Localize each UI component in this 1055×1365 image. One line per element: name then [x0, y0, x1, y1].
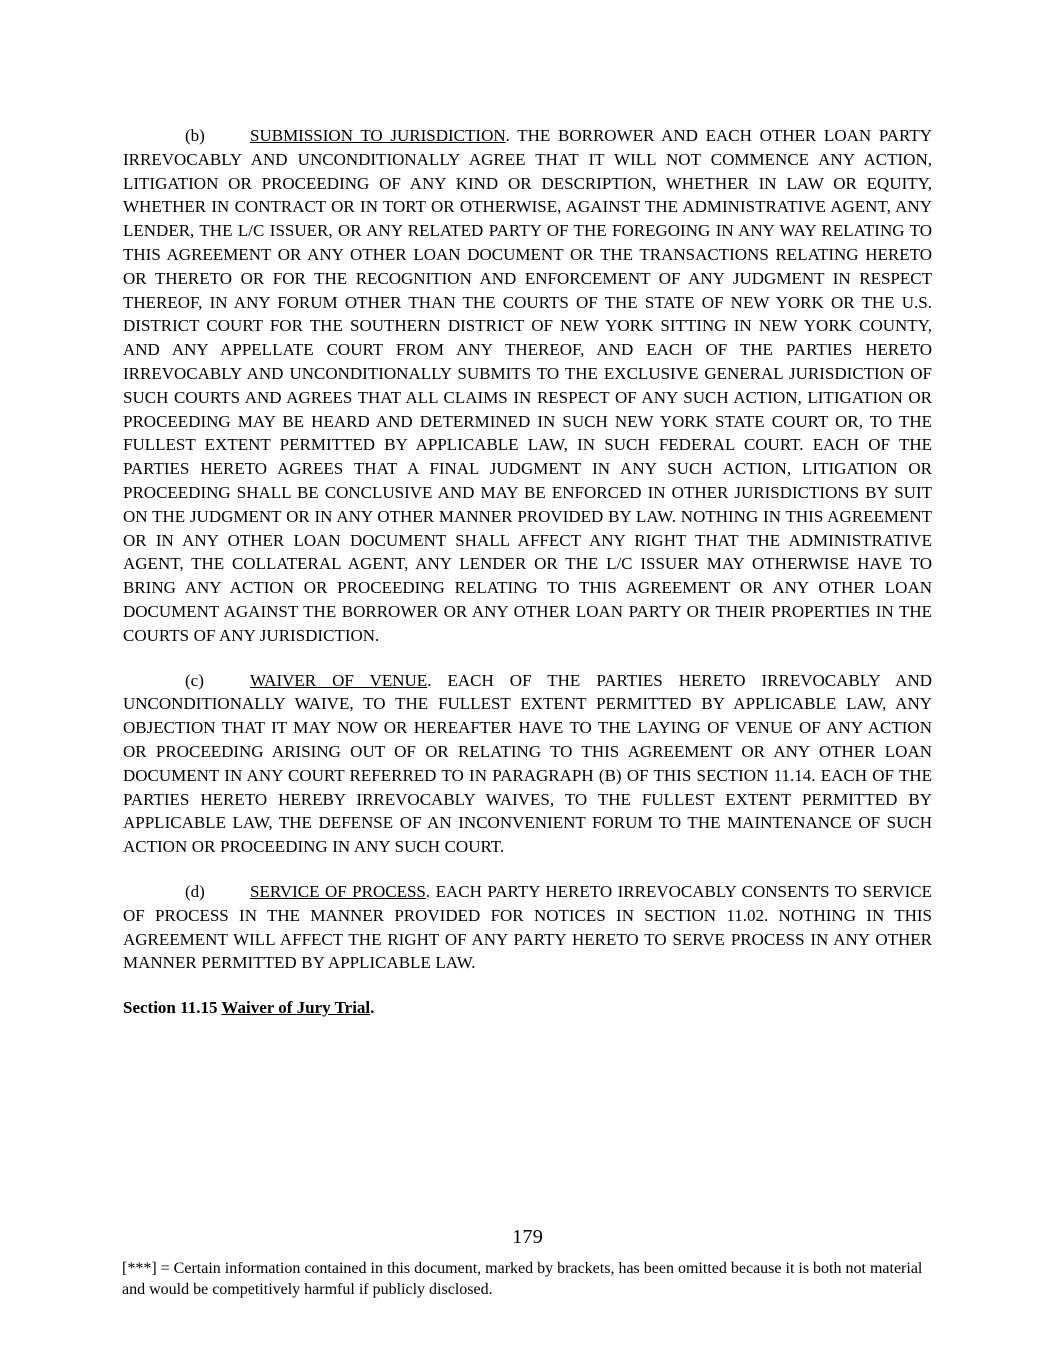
paragraph-label: (b)	[185, 126, 205, 145]
page-number: 179	[512, 1226, 543, 1248]
paragraph-label: (d)	[185, 881, 205, 901]
paragraph-heading: SUBMISSION TO JURISDICTION	[250, 126, 506, 145]
section-title: Waiver of Jury Trial	[221, 998, 371, 1018]
section-period: .	[370, 998, 375, 1018]
paragraph-text: THE BORROWER AND EACH OTHER LOAN PARTY IRREVOCABLY AND UNCONDITIONALLY AGREE THAT IT WILL NOT COMMENCE ANY ACTION, LITIGATION OR PROCEEDING OF ANY KIND OR DESCRIPTION, WHETHER IN LAW OR EQUITY, WHETHER IN CONTRACT OR IN TORT OR OTHERWISE, AGAINST THE ADMINISTRATIVE AGENT, ANY LENDER, THE L/C ISSUER, OR ANY RELATED PARTY OF THE FOREGOING IN ANY WAY RELATING TO THIS AGREEMENT OR ANY OTHER LOAN DOCUMENT OR THE TRANSACTIONS RELATING HERETO OR THERETO OR FOR THE RECOGNITION AND ENFORCEMENT OF ANY JUDGMENT IN RESPECT THEREOF, IN ANY FORUM OTHER THAN THE COURTS OF THE STATE OF NEW YORK OR THE U.S. DISTRICT COURT FOR THE SOUTHERN DISTRICT OF NEW YORK SITTING IN NEW YORK COUNTY, AND ANY APPELLATE COURT FROM ANY THEREOF, AND EACH OF THE PARTIES HERETO IRREVOCABLY AND UNCONDITIONALLY SUBMITS TO THE EXCLUSIVE GENERAL JURISDICTION OF SUCH COURTS AND AGREES THAT ALL CLAIMS IN RESPECT OF ANY SUCH ACTION, LITIGATION OR PROCEEDING MAY BE HEARD AND DETERMINED IN SUCH NEW YORK STATE COURT OR, TO THE FULLEST EXTENT PERMITTED BY APPLICABLE LAW, IN SUCH FEDERAL COURT. EACH OF THE PARTIES HERETO AGREES THAT A FINAL JUDGMENT IN ANY SUCH ACTION, LITIGATION OR PROCEEDING SHALL BE CONCLUSIVE AND MAY BE ENFORCED IN OTHER JURISDICTIONS BY SUIT ON THE JUDGMENT OR IN ANY OTHER MANNER PROVIDED BY LAW. NOTHING IN THIS AGREEMENT OR IN ANY OTHER LOAN DOCUMENT SHALL AFFECT ANY RIGHT THAT THE ADMINISTRATIVE AGENT, THE COLLATERAL AGENT, ANY LENDER OR THE L/C ISSUER MAY OTHERWISE HAVE TO BRING ANY ACTION OR PROCEEDING RELATING TO THIS AGREEMENT OR ANY OTHER LOAN DOCUMENT AGAINST THE BORROWER OR ANY OTHER LOAN PARTY OR THEIR PROPERTIES IN THE COURTS OF ANY JURISDICTION.	[123, 126, 932, 645]
paragraph-heading: WAIVER OF VENUE	[250, 670, 428, 690]
footnote-omitted-information: [***] = Certain information contained in this document, marked by brackets, has been omitted because it is both not material and would be competitively harmful if publicly disclosed.	[122, 1260, 923, 1298]
paragraph-heading-period: .	[425, 881, 431, 901]
paragraph-heading: SERVICE OF PROCESS	[250, 881, 426, 901]
paragraph-d-service-of-process	[123, 880, 932, 975]
paragraph-text: EACH OF THE PARTIES HERETO IRREVOCABLY AND UNCONDITIONALLY WAIVE, TO THE FULLEST EXTENT PERMITTED BY APPLICABLE LAW, ANY OBJECTION THAT IT MAY NOW OR HEREAFTER HAVE TO THE LAYING OF VENUE OF ANY ACTION OR PROCEEDING ARISING OUT OF OR RELATING TO THIS AGREEMENT OR ANY OTHER LOAN DOCUMENT IN ANY COURT REFERRED TO IN PARAGRAPH (B) OF THIS SECTION 11.14. EACH OF THE PARTIES HERETO HEREBY IRREVOCABLY WAIVES, TO THE FULLEST EXTENT PERMITTED BY APPLICABLE LAW, THE DEFENSE OF AN INCONVENIENT FORUM TO THE MAINTENANCE OF SUCH ACTION OR PROCEEDING IN ANY SUCH COURT.	[123, 670, 933, 857]
paragraph-heading-period: .	[427, 670, 432, 690]
section-number: Section 11.15	[123, 998, 218, 1018]
paragraph-text: EACH PARTY HERETO IRREVOCABLY CONSENTS TO SERVICE OF PROCESS IN THE MANNER PROVIDED FOR NOTICES IN SECTION 11.02. NOTHING IN THIS AGREEMENT WILL AFFECT THE RIGHT OF ANY PARTY HERETO TO SERVE PROCESS IN ANY OTHER MANNER PERMITTED BY APPLICABLE LAW.	[123, 881, 932, 973]
paragraph-label: (c)	[185, 670, 204, 690]
paragraph-heading-period: .	[505, 126, 510, 145]
paragraph-b-submission-to-jurisdiction	[123, 124, 932, 648]
paragraph-c-waiver-of-venue	[123, 669, 932, 859]
section-heading-11-15	[123, 996, 932, 1020]
document-body	[123, 124, 932, 1020]
